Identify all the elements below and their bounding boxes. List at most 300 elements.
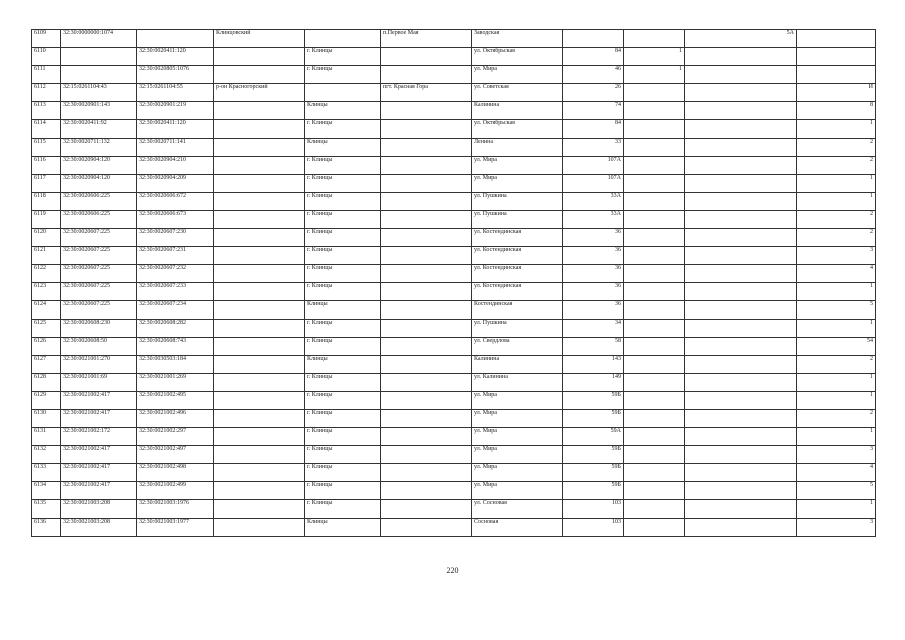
table-row — [32, 355, 876, 373]
building-cell — [624, 138, 685, 156]
district-cell — [214, 66, 305, 84]
building-cell: 1 — [624, 48, 685, 66]
apartment-cell: 1 — [797, 174, 876, 192]
district-cell — [214, 283, 305, 301]
premise-cadastral-number-cell: 32:30:0020805:1076 — [137, 66, 214, 84]
district-cell — [214, 229, 305, 247]
settlement-cell — [381, 464, 472, 482]
flat-cell — [685, 301, 797, 319]
district-cell: р-он Красногорский — [214, 84, 305, 102]
premise-cadastral-number-cell: 32:30:0021003:1976 — [137, 500, 214, 518]
apartment-cell: 1 — [797, 319, 876, 337]
settlement-cell — [381, 229, 472, 247]
settlement-cell — [381, 247, 472, 265]
district-cell — [214, 464, 305, 482]
row-number-cell: 6121 — [32, 247, 61, 265]
street-cell: ул. Свердлова — [472, 337, 563, 355]
cadastral-number-cell: 32:30:0020606:225 — [61, 210, 137, 228]
street-cell: ул. Мира — [472, 156, 563, 174]
flat-cell — [685, 446, 797, 464]
table-row — [32, 156, 876, 174]
row-number-cell: 6135 — [32, 500, 61, 518]
cadastral-number-cell: 32:30:0020607:225 — [61, 265, 137, 283]
street-cell: ул. Октябрьская — [472, 120, 563, 138]
table-row — [32, 210, 876, 228]
row-number-cell: 6124 — [32, 301, 61, 319]
city-cell: г. Клинцы — [305, 373, 381, 391]
flat-cell — [685, 518, 797, 536]
cadastral-number-cell: 32:30:0021002:417 — [61, 409, 137, 427]
district-cell — [214, 120, 305, 138]
street-cell: ул. Мира — [472, 174, 563, 192]
flat-cell — [685, 138, 797, 156]
settlement-cell — [381, 192, 472, 210]
table-row — [32, 428, 876, 446]
row-number-cell: 6110 — [32, 48, 61, 66]
district-cell — [214, 102, 305, 120]
flat-cell — [685, 373, 797, 391]
city-cell: г. Клинцы — [305, 229, 381, 247]
city-cell — [305, 84, 381, 102]
settlement-cell — [381, 265, 472, 283]
table-row — [32, 391, 876, 409]
street-cell: Сосновая — [472, 518, 563, 536]
city-cell: г. Клинцы — [305, 391, 381, 409]
cadastral-number-cell: 32:30:0020904:120 — [61, 174, 137, 192]
table-row — [32, 337, 876, 355]
cadastral-number-cell: 32:30:0020607:225 — [61, 229, 137, 247]
premise-cadastral-number-cell: 32:30:0021002:497 — [137, 446, 214, 464]
apartment-cell: 1 — [797, 391, 876, 409]
premise-cadastral-number-cell: 32:30:0020607:230 — [137, 229, 214, 247]
apartment-cell: 4 — [797, 464, 876, 482]
row-number-cell: 6115 — [32, 138, 61, 156]
row-number-cell: 6126 — [32, 337, 61, 355]
house-cell: 34 — [563, 319, 624, 337]
table-body — [32, 30, 876, 537]
house-cell: 59Б — [563, 464, 624, 482]
row-number-cell: 6130 — [32, 409, 61, 427]
row-number-cell: 6122 — [32, 265, 61, 283]
district-cell — [214, 156, 305, 174]
flat-cell — [685, 48, 797, 66]
building-cell — [624, 229, 685, 247]
settlement-cell — [381, 138, 472, 156]
building-cell — [624, 464, 685, 482]
table-row — [32, 192, 876, 210]
house-cell: 84 — [563, 48, 624, 66]
premise-cadastral-number-cell: 32:30:0020606:672 — [137, 192, 214, 210]
premise-cadastral-number-cell — [137, 30, 214, 48]
premise-cadastral-number-cell: 32:30:0020904:209 — [137, 174, 214, 192]
flat-cell — [685, 355, 797, 373]
cadastral-number-cell: 32:30:0000000:1074 — [61, 30, 137, 48]
table-row — [32, 48, 876, 66]
apartment-cell: 1 — [797, 283, 876, 301]
house-cell: 59Б — [563, 446, 624, 464]
cadastral-number-cell — [61, 48, 137, 66]
city-cell: Клинцы — [305, 301, 381, 319]
house-cell: 33А — [563, 210, 624, 228]
premise-cadastral-number-cell: 32:30:0021002:499 — [137, 482, 214, 500]
table-row — [32, 120, 876, 138]
premise-cadastral-number-cell: 32:30:0020607:231 — [137, 247, 214, 265]
street-cell: ул. Костендинская — [472, 247, 563, 265]
settlement-cell — [381, 518, 472, 536]
row-number-cell: 6133 — [32, 464, 61, 482]
table-row — [32, 283, 876, 301]
apartment-cell: 1 — [797, 120, 876, 138]
house-cell: 103 — [563, 518, 624, 536]
row-number-cell: 6129 — [32, 391, 61, 409]
flat-cell: 5А — [685, 30, 797, 48]
premise-cadastral-number-cell: 32:30:0020607:232 — [137, 265, 214, 283]
city-cell: г. Клинцы — [305, 428, 381, 446]
flat-cell — [685, 337, 797, 355]
settlement-cell — [381, 446, 472, 464]
city-cell: г. Клинцы — [305, 337, 381, 355]
street-cell: ул. Мира — [472, 428, 563, 446]
flat-cell — [685, 247, 797, 265]
settlement-cell — [381, 210, 472, 228]
settlement-cell — [381, 48, 472, 66]
apartment-cell: И — [797, 84, 876, 102]
city-cell: г. Клинцы — [305, 174, 381, 192]
cadastral-number-cell: 32:30:0021003:208 — [61, 518, 137, 536]
flat-cell — [685, 428, 797, 446]
table-row — [32, 373, 876, 391]
house-cell: 59Б — [563, 482, 624, 500]
street-cell: ул. Мира — [472, 464, 563, 482]
settlement-cell — [381, 428, 472, 446]
building-cell — [624, 156, 685, 174]
table-row — [32, 409, 876, 427]
city-cell: г. Клинцы — [305, 482, 381, 500]
registry-table — [31, 29, 876, 537]
building-cell — [624, 428, 685, 446]
street-cell: Ленина — [472, 138, 563, 156]
street-cell: ул. Октябрьская — [472, 48, 563, 66]
house-cell: 74 — [563, 102, 624, 120]
apartment-cell — [797, 48, 876, 66]
settlement-cell: пгт. Красная Гора — [381, 84, 472, 102]
city-cell — [305, 30, 381, 48]
building-cell — [624, 518, 685, 536]
street-cell: Заводская — [472, 30, 563, 48]
district-cell — [214, 482, 305, 500]
building-cell — [624, 247, 685, 265]
city-cell: г. Клинцы — [305, 265, 381, 283]
flat-cell — [685, 464, 797, 482]
district-cell — [214, 355, 305, 373]
district-cell — [214, 247, 305, 265]
city-cell: г. Клинцы — [305, 247, 381, 265]
cadastral-number-cell — [61, 66, 137, 84]
house-cell: 33 — [563, 138, 624, 156]
settlement-cell — [381, 283, 472, 301]
street-cell: ул. Мира — [472, 482, 563, 500]
district-cell — [214, 373, 305, 391]
table-row — [32, 138, 876, 156]
district-cell — [214, 301, 305, 319]
premise-cadastral-number-cell: 32:30:0021002:496 — [137, 409, 214, 427]
building-cell — [624, 84, 685, 102]
table-row — [32, 247, 876, 265]
premise-cadastral-number-cell: 32:30:0020711:141 — [137, 138, 214, 156]
street-cell: ул. Пушкина — [472, 210, 563, 228]
apartment-cell: 1 — [797, 500, 876, 518]
building-cell — [624, 210, 685, 228]
apartment-cell: 1 — [797, 373, 876, 391]
flat-cell — [685, 192, 797, 210]
flat-cell — [685, 319, 797, 337]
table-row — [32, 102, 876, 120]
row-number-cell: 6134 — [32, 482, 61, 500]
premise-cadastral-number-cell: 32:30:0020901:219 — [137, 102, 214, 120]
house-cell: 59А — [563, 428, 624, 446]
cadastral-number-cell: 32:30:0021002:417 — [61, 391, 137, 409]
cadastral-number-cell: 32:30:0020608:230 — [61, 319, 137, 337]
cadastral-number-cell: 32:30:0020904:120 — [61, 156, 137, 174]
house-cell: 107А — [563, 174, 624, 192]
house-cell: 26 — [563, 84, 624, 102]
flat-cell — [685, 265, 797, 283]
apartment-cell: 4 — [797, 265, 876, 283]
apartment-cell: 8 — [797, 102, 876, 120]
table-row — [32, 229, 876, 247]
district-cell — [214, 210, 305, 228]
house-cell: 36 — [563, 265, 624, 283]
apartment-cell: 3 — [797, 518, 876, 536]
district-cell: Клинцовский — [214, 30, 305, 48]
building-cell — [624, 355, 685, 373]
cadastral-number-cell: 32:30:0021001:270 — [61, 355, 137, 373]
city-cell: г. Клинцы — [305, 464, 381, 482]
district-cell — [214, 428, 305, 446]
street-cell: ул. Калинина — [472, 373, 563, 391]
table-row — [32, 446, 876, 464]
row-number-cell: 6132 — [32, 446, 61, 464]
district-cell — [214, 138, 305, 156]
premise-cadastral-number-cell: 32:30:0030503:184 — [137, 355, 214, 373]
flat-cell — [685, 102, 797, 120]
premise-cadastral-number-cell: 32:30:0021003:1977 — [137, 518, 214, 536]
cadastral-number-cell: 32:30:0020901:143 — [61, 102, 137, 120]
row-number-cell: 6117 — [32, 174, 61, 192]
apartment-cell: 3 — [797, 247, 876, 265]
house-cell: 58 — [563, 337, 624, 355]
house-cell: 36 — [563, 283, 624, 301]
building-cell — [624, 409, 685, 427]
apartment-cell: 1 — [797, 428, 876, 446]
house-cell: 149 — [563, 373, 624, 391]
row-number-cell: 6128 — [32, 373, 61, 391]
cadastral-number-cell: 32:30:0021002:417 — [61, 464, 137, 482]
building-cell — [624, 319, 685, 337]
district-cell — [214, 319, 305, 337]
row-number-cell: 6136 — [32, 518, 61, 536]
premise-cadastral-number-cell: 32:30:0021002:297 — [137, 428, 214, 446]
city-cell: г. Клинцы — [305, 500, 381, 518]
street-cell: ул. Пушкина — [472, 192, 563, 210]
premise-cadastral-number-cell: 32:30:0020904:210 — [137, 156, 214, 174]
settlement-cell — [381, 355, 472, 373]
premise-cadastral-number-cell: 32:30:0021002:495 — [137, 391, 214, 409]
district-cell — [214, 500, 305, 518]
premise-cadastral-number-cell: 32:30:0020608:743 — [137, 337, 214, 355]
city-cell: Клинцы — [305, 518, 381, 536]
house-cell: 36 — [563, 247, 624, 265]
city-cell: г. Клинцы — [305, 210, 381, 228]
settlement-cell — [381, 120, 472, 138]
apartment-cell — [797, 66, 876, 84]
city-cell: г. Клинцы — [305, 192, 381, 210]
settlement-cell — [381, 174, 472, 192]
district-cell — [214, 48, 305, 66]
row-number-cell: 6111 — [32, 66, 61, 84]
building-cell — [624, 120, 685, 138]
row-number-cell: 6125 — [32, 319, 61, 337]
apartment-cell: 2 — [797, 156, 876, 174]
apartment-cell: 2 — [797, 210, 876, 228]
premise-cadastral-number-cell: 32:30:0020411:120 — [137, 48, 214, 66]
row-number-cell: 6119 — [32, 210, 61, 228]
district-cell — [214, 391, 305, 409]
premise-cadastral-number-cell: 32:30:0020411:120 — [137, 120, 214, 138]
page-number: 220 — [446, 566, 459, 575]
city-cell: Клинцы — [305, 102, 381, 120]
row-number-cell: 6127 — [32, 355, 61, 373]
district-cell — [214, 265, 305, 283]
flat-cell — [685, 391, 797, 409]
row-number-cell: 6113 — [32, 102, 61, 120]
street-cell: Калинина — [472, 102, 563, 120]
table-row — [32, 30, 876, 48]
cadastral-number-cell: 32:30:0021002:417 — [61, 446, 137, 464]
street-cell: ул. Мира — [472, 409, 563, 427]
building-cell — [624, 391, 685, 409]
table-row — [32, 464, 876, 482]
cadastral-number-cell: 32:30:0020607:225 — [61, 301, 137, 319]
house-cell: 107А — [563, 156, 624, 174]
street-cell: Калинина — [472, 355, 563, 373]
house-cell: 46 — [563, 66, 624, 84]
cadastral-number-cell: 32:30:0021002:172 — [61, 428, 137, 446]
settlement-cell — [381, 66, 472, 84]
building-cell — [624, 482, 685, 500]
table-row — [32, 301, 876, 319]
district-cell — [214, 337, 305, 355]
cadastral-number-cell: 32:30:0021003:208 — [61, 500, 137, 518]
city-cell: Клинцы — [305, 355, 381, 373]
flat-cell — [685, 229, 797, 247]
house-cell: 59Б — [563, 409, 624, 427]
premise-cadastral-number-cell: 32:30:0020607:233 — [137, 283, 214, 301]
house-cell — [563, 30, 624, 48]
settlement-cell — [381, 156, 472, 174]
building-cell — [624, 373, 685, 391]
cadastral-number-cell: 32:30:0020607:225 — [61, 247, 137, 265]
house-cell: 84 — [563, 120, 624, 138]
settlement-cell — [381, 102, 472, 120]
table-row — [32, 66, 876, 84]
table-row — [32, 84, 876, 102]
flat-cell — [685, 409, 797, 427]
city-cell: Клинцы — [305, 138, 381, 156]
street-cell: ул. Костендинская — [472, 229, 563, 247]
premise-cadastral-number-cell: 32:30:0020606:673 — [137, 210, 214, 228]
premise-cadastral-number-cell: 32:30:0021002:498 — [137, 464, 214, 482]
apartment-cell: 2 — [797, 229, 876, 247]
cadastral-number-cell: 32:30:0021002:417 — [61, 482, 137, 500]
street-cell: ул. Мира — [472, 391, 563, 409]
street-cell: ул. Сосновая — [472, 500, 563, 518]
city-cell: г. Клинцы — [305, 319, 381, 337]
flat-cell — [685, 482, 797, 500]
house-cell: 36 — [563, 229, 624, 247]
row-number-cell: 6131 — [32, 428, 61, 446]
settlement-cell — [381, 373, 472, 391]
settlement-cell — [381, 500, 472, 518]
house-cell: 59Б — [563, 391, 624, 409]
settlement-cell — [381, 409, 472, 427]
apartment-cell: 2 — [797, 138, 876, 156]
cadastral-number-cell: 32:30:0020606:225 — [61, 192, 137, 210]
settlement-cell — [381, 391, 472, 409]
flat-cell — [685, 120, 797, 138]
building-cell — [624, 192, 685, 210]
building-cell: 1 — [624, 66, 685, 84]
apartment-cell: 5 — [797, 482, 876, 500]
flat-cell — [685, 156, 797, 174]
row-number-cell: 6116 — [32, 156, 61, 174]
cadastral-number-cell: 32:30:0021001:69 — [61, 373, 137, 391]
premise-cadastral-number-cell: 32:30:0020608:282 — [137, 319, 214, 337]
street-cell: ул. Пушкина — [472, 319, 563, 337]
building-cell — [624, 301, 685, 319]
building-cell — [624, 500, 685, 518]
apartment-cell: 3 — [797, 446, 876, 464]
house-cell: 103 — [563, 500, 624, 518]
city-cell: г. Клинцы — [305, 409, 381, 427]
row-number-cell: 6120 — [32, 229, 61, 247]
district-cell — [214, 409, 305, 427]
flat-cell — [685, 84, 797, 102]
apartment-cell: 5 — [797, 301, 876, 319]
settlement-cell: п.Первое Мая — [381, 30, 472, 48]
table-row — [32, 500, 876, 518]
city-cell: г. Клинцы — [305, 120, 381, 138]
table-row — [32, 319, 876, 337]
street-cell: ул. Мира — [472, 66, 563, 84]
street-cell: ул. Советская — [472, 84, 563, 102]
settlement-cell — [381, 301, 472, 319]
building-cell — [624, 283, 685, 301]
house-cell: 143 — [563, 355, 624, 373]
district-cell — [214, 518, 305, 536]
city-cell: г. Клинцы — [305, 48, 381, 66]
building-cell — [624, 102, 685, 120]
table-row — [32, 518, 876, 536]
row-number-cell: 6112 — [32, 84, 61, 102]
district-cell — [214, 446, 305, 464]
cadastral-number-cell: 32:30:0020607:225 — [61, 283, 137, 301]
flat-cell — [685, 283, 797, 301]
city-cell: г. Клинцы — [305, 156, 381, 174]
apartment-cell: 1 — [797, 192, 876, 210]
district-cell — [214, 192, 305, 210]
district-cell — [214, 174, 305, 192]
